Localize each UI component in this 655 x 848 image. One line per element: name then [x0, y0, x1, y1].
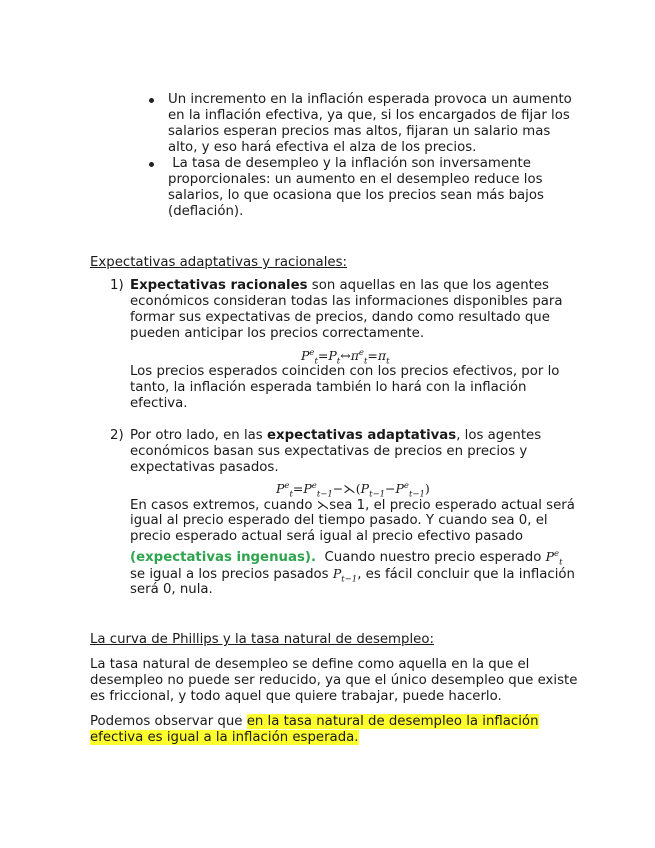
bullet-2-line-3: salarios, lo que ocasiona que los precios sean más bajos	[168, 188, 544, 203]
item-2-p2: igual al precio esperado del tiempo pasado. Y cuando sea 0, el	[130, 513, 548, 528]
item-1-line-1	[130, 278, 549, 294]
item-1-after-line-2: tanto, la inflación esperada también lo hará con la inflación	[130, 380, 527, 395]
highlighted-text: efectiva es igual a la inflación esperada.	[90, 730, 359, 745]
bullet-2-line-4: (deflación).	[168, 204, 244, 219]
bullet-marker	[149, 162, 154, 167]
bullet-1-line-2: en la inflación efectiva, ya que, si los encargados de fijar los	[168, 108, 570, 123]
item-number: 1)	[110, 278, 124, 293]
para1-line-2: desempleo no puede ser reducido, ya que el único desempleo que existe	[90, 673, 578, 688]
para2-line-2	[90, 730, 359, 746]
item-2-line-2: económicos basan sus expectativas de precios en precios y	[130, 444, 528, 459]
bullet-1-line-1: Un incremento en la inflación esperada provoca un aumento	[168, 92, 572, 107]
item-1-line-1-rest: son aquellas en las que los agentes	[307, 278, 549, 293]
para1-line-1: La tasa natural de desempleo se define como aquella en la que el	[90, 657, 530, 672]
bullet-marker	[149, 98, 154, 103]
item-1-line-4: pueden anticipar los precios correctamente.	[130, 326, 425, 341]
item-2-line-1: Por otro lado, en las expectativas adaptativas, los agentes	[130, 428, 542, 443]
item-2-p5: se igual a los precios pasados $P_{t-1}$, es fácil concluir que la inflación	[130, 566, 575, 585]
section-heading-phillips: La curva de Phillips y la tasa natural de desempleo:	[90, 632, 434, 647]
item-2-p3: precio esperado actual será igual al precio efectivo pasado	[130, 529, 524, 544]
item-1-line-3: formar sus expectativas de precios, dando como resultado que	[130, 310, 550, 325]
item-1-line-2: económicos consideran todas las informaciones disponibles para	[130, 294, 563, 309]
para2-line-1: Podemos observar que en la tasa natural de desempleo la inflación	[90, 714, 539, 729]
term-adaptativas: expectativas adaptativas	[266, 428, 457, 443]
bullet-2-line-1: La tasa de desempleo y la inflación son inversamente	[168, 156, 531, 171]
bullet-1-line-4: alto, y eso hará efectiva el alza de los precios.	[168, 140, 477, 155]
item-2-p6: será 0, nula.	[130, 582, 213, 597]
section-heading-expectativas: Expectativas adaptativas y racionales:	[90, 255, 347, 270]
item-2-p4: (expectativas ingenuas). Cuando nuestro precio esperado $P^e_t$	[130, 549, 563, 568]
item-2-line-3: expectativas pasados.	[130, 460, 279, 475]
item-1-after-line-1: Los precios esperados coinciden con los precios efectivos, por lo	[130, 364, 560, 379]
bullet-1-line-3: salarios esperan precios mas altos, fijaran un salario mas	[168, 124, 551, 139]
inline-formula-pt1: $P_{t-1}$	[332, 566, 358, 585]
para1-line-3: es friccional, y todo aquel que quiere trabajar, puede hacerlo.	[90, 689, 502, 704]
bullet-2-line-2: proporcionales: un aumento en el desempleo reduce los	[168, 172, 543, 187]
item-2-p1: En casos extremos, cuando ⋋sea 1, el precio esperado actual será	[130, 497, 575, 513]
highlighted-text: en la tasa natural de desempleo la inflación	[246, 714, 539, 729]
formula-racionales: $P^e_t=P_t\leftrightarrow\pi^e_t=\pi_t$	[301, 348, 390, 367]
item-number: 2)	[110, 428, 124, 443]
term-racionales: Expectativas racionales	[130, 278, 308, 293]
item-1-after-line-3: efectiva.	[130, 396, 188, 411]
inline-formula-pet: $P^e_t$	[545, 549, 563, 568]
formula-adaptativas: $P^e_t=P^e_{t-1}-⋋(P_{t-1}-P^e_{t-1})$	[276, 481, 430, 500]
ingenuas-highlight: (expectativas ingenuas).	[130, 550, 317, 566]
